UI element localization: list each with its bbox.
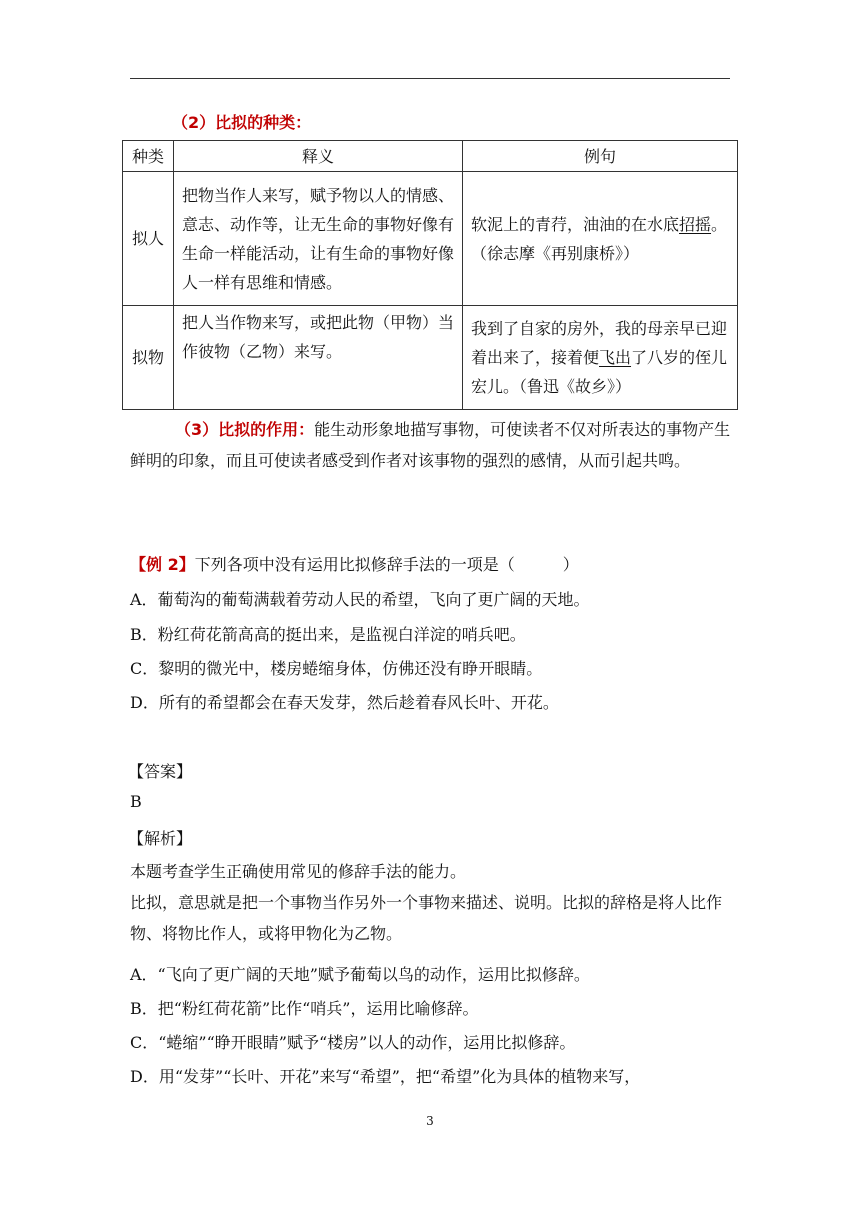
analysis-label: 【解析】	[128, 829, 193, 848]
header-rule	[130, 78, 730, 79]
question-stem	[130, 552, 579, 575]
answer-label: 【答案】	[128, 762, 193, 781]
header-meaning: 释义	[174, 141, 463, 172]
option-c: C．黎明的微光中，楼房蜷缩身体，仿佛还没有睁开眼睛。	[130, 659, 543, 678]
row-type-objectification: 拟物	[123, 306, 174, 410]
analysis-definition: 比拟，意思就是把一个事物当作另外一个事物来描述、说明。比拟的辞格是将人比作物、将物比作人，或将甲物化为乙物。	[130, 893, 723, 943]
example-underlined-word: 飞出	[599, 348, 632, 367]
example-underlined-word: 招摇	[679, 214, 712, 234]
table-row	[123, 306, 738, 410]
row-type-personification: 拟人	[123, 172, 174, 306]
function-label: （3）比拟的作用：	[175, 420, 315, 439]
header-example: 例句	[463, 141, 738, 172]
table-header-row	[123, 141, 738, 172]
question-text: 下列各项中没有运用比拟修辞手法的一项是（ ）	[194, 555, 579, 574]
example-source: 了八岁的侄儿宏儿。（鲁迅《故乡》）	[471, 348, 728, 396]
analysis-line: B．把“粉红荷花箭”比作“哨兵”，运用比喻修辞。	[130, 999, 479, 1018]
analysis-line: A．“飞向了更广阔的天地”赋予葡萄以鸟的动作，运用比拟修辞。	[130, 965, 590, 984]
rhetoric-types-table	[122, 140, 738, 410]
analysis-line: 本题考查学生正确使用常见的修辞手法的能力。	[130, 862, 467, 881]
function-paragraph	[130, 414, 735, 476]
example-label: 【例 2】	[130, 555, 195, 574]
example-text: 我到了自家的房外，我的母亲早已迎着出来了，接着便	[471, 319, 728, 367]
types-heading: （2）比拟的种类：	[172, 113, 312, 132]
page-number: 3	[426, 1114, 434, 1128]
row-meaning: 把物当作人来写，赋予物以人的情感、意志、动作等，让无生命的事物好像有生命一样能活动，让有生命的事物好像人一样有思维和情感。	[174, 172, 463, 306]
row-example	[463, 306, 738, 410]
analysis-line: C．“蜷缩”“睁开眼睛”赋予“楼房”以人的动作，运用比拟修辞。	[130, 1033, 576, 1052]
row-meaning: 把人当作物来写，或把此物（甲物）当作彼物（乙物）来写。	[174, 306, 463, 410]
example-text: 软泥上的青荇，油油的在水底	[471, 214, 680, 234]
row-example	[463, 172, 738, 306]
table-row	[123, 172, 738, 306]
option-d: D．所有的希望都会在春天发芽，然后趁着春风长叶、开花。	[130, 693, 559, 712]
example-source: 。（徐志摩《再别康桥》）	[471, 214, 728, 263]
analysis-line: D．用“发芽”“长叶、开花”来写“希望”，把“希望”化为具体的植物来写，	[130, 1067, 641, 1086]
answer-value: B	[130, 792, 142, 811]
header-type: 种类	[123, 141, 174, 172]
option-b: B．粉红荷花箭高高的挺出来，是监视白洋淀的哨兵吧。	[130, 625, 526, 644]
option-a: A．葡萄沟的葡萄满载着劳动人民的希望，飞向了更广阔的天地。	[130, 590, 590, 609]
function-text: 能生动形象地描写事物，可使读者不仅对所表达的事物产生鲜明的印象，而且可使读者感受到作者对该事物的强烈的感情，从而引起共鸣。	[130, 420, 731, 470]
